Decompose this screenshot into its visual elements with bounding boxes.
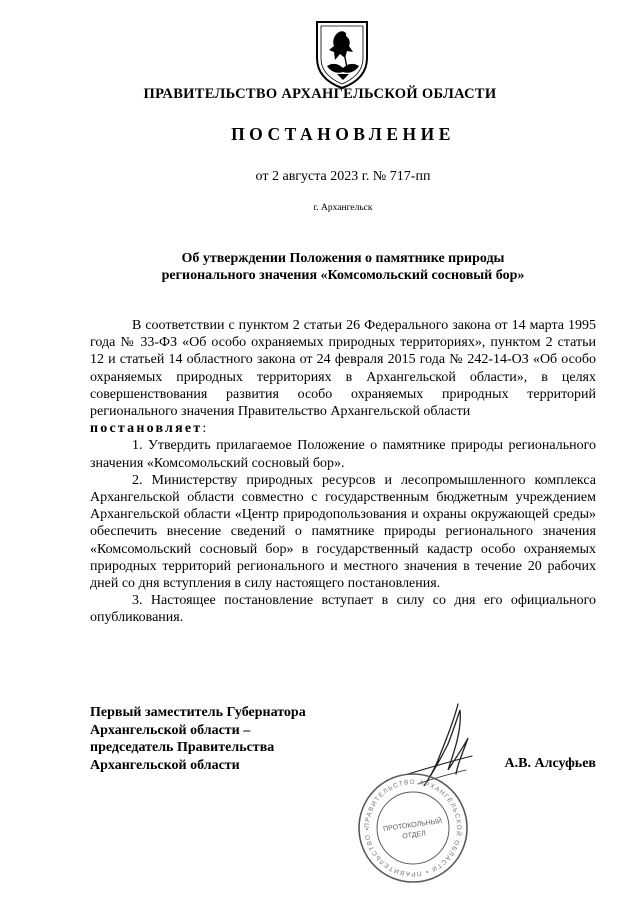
document-city: г. Архангельск: [313, 203, 373, 213]
signer-position-line-1: Первый заместитель Губернатора: [90, 705, 306, 720]
preamble-paragraph: [90, 317, 596, 420]
decree-word: постановляет: [90, 421, 203, 437]
document-type-title: ПОСТАНОВЛЕНИЕ: [231, 124, 455, 144]
signer-name: А.В. Алсуфьев: [504, 756, 596, 771]
decree-colon: :: [202, 421, 207, 437]
preamble-text: В соответствии с пунктом 2 статьи 26 Федерального закона от 14 марта 1995 года № 33-ФЗ «Об особо охраняемых природных территориях», пунктом 2 статьи 12 и статьей 14 областного закона от 24 февраля 2015 года № 242-14-ОЗ «Об особо охраняемых природных территориях в Архангельской области», в целях совершенствования развития особо охраняемых природных территорий регионального значения Правительство Архангельской области: [90, 318, 596, 420]
document-date-number: от 2 августа 2023 г. № 717-пп: [255, 169, 431, 184]
signer-position: [90, 704, 350, 774]
document-body: [90, 317, 596, 627]
item-2-paragraph: 2. Министерству природных ресурсов и лесопромышленного комплекса Архангельской области совместно с государственным бюджетным учреждением Архангельской области «Центр природопользования и охраны окружающей среды» обеспечить внесение сведений о памятнике природы регионального значения «Комсомольский сосновый бор» в государственный кадастр особо охраняемых природных территорий регионального и местного значения в течение 20 рабочих дней со дня вступления в силу настоящего постановления.: [90, 472, 596, 592]
svg-text:ПРАВИТЕЛЬСТВО АРХАНГЕЛЬСКОЙ ОБ: ПРАВИТЕЛЬСТВО АРХАНГЕЛЬСКОЙ ОБЛАСТИ • ПРАВИТЕЛЬСТВО •: [363, 778, 463, 878]
subject-line-2: регионального значения «Комсомольский сосновый бор»: [161, 268, 525, 283]
signer-position-line-4: Архангельской области: [90, 757, 240, 773]
signer-position-line-3: председатель Правительства: [90, 740, 275, 755]
item-3-paragraph: 3. Настоящее постановление вступает в силу со дня его официального опубликования.: [90, 593, 596, 626]
svg-text:ОТДЕЛ: ОТДЕЛ: [401, 830, 427, 841]
svg-text:ПРОТОКОЛЬНЫЙ: ПРОТОКОЛЬНЫЙ: [382, 817, 443, 834]
signer-position-line-2: Архангельской области –: [90, 722, 251, 738]
subject-line-1: Об утверждении Положения о памятнике природы: [181, 251, 505, 266]
government-name: ПРАВИТЕЛЬСТВО АРХАНГЕЛЬСКОЙ ОБЛАСТИ: [143, 86, 497, 102]
item-1-paragraph: 1. Утвердить прилагаемое Положение о памятнике природы регионального значения «Комсомольский сосновый бор».: [90, 438, 596, 471]
coat-of-arms-icon: [313, 18, 371, 90]
round-seal-stamp: [355, 770, 471, 886]
decree-paragraph: [90, 420, 596, 437]
document-subject: [90, 250, 596, 284]
